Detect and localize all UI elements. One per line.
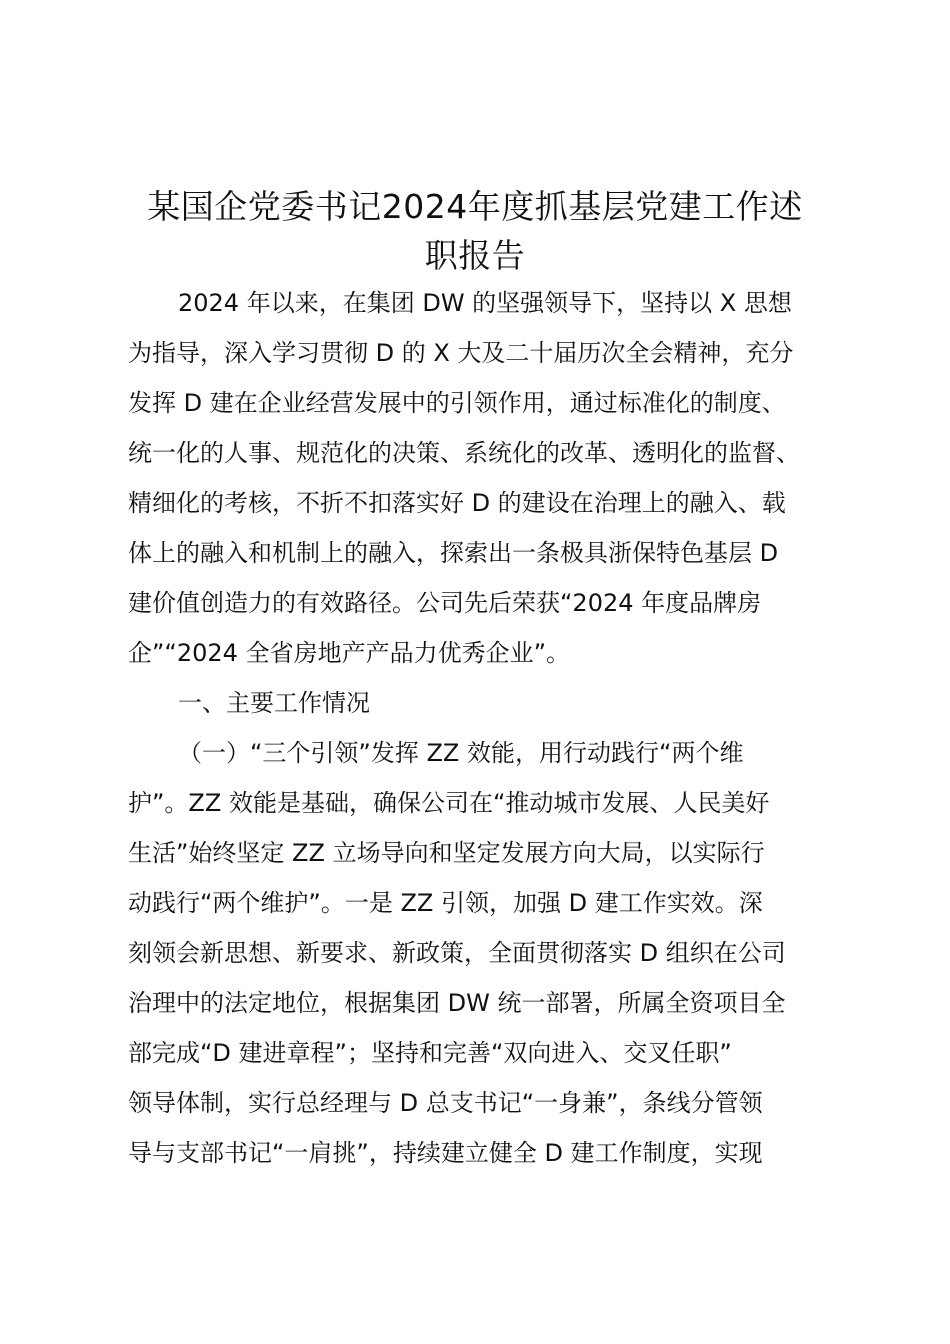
paragraph-line: 刻领会新思想、新要求、新政策，全面贯彻落实 D 组织在公司: [128, 939, 786, 967]
paragraph-line: 为指导，深入学习贯彻 D 的 X 大及二十届历次全会精神，充分: [128, 339, 794, 367]
paragraph-line: 生活”始终坚定 ZZ 立场导向和坚定发展方向大局，以实际行: [128, 839, 765, 867]
paragraph-line: 发挥 D 建在企业经营发展中的引领作用，通过标准化的制度、: [128, 389, 786, 417]
paragraph-line: 精细化的考核，不折不扣落实好 D 的建设在治理上的融入、载: [128, 489, 786, 517]
report-title-line-1: 某国企党委书记2024年度抓基层党建工作述: [147, 187, 803, 226]
paragraph-line: 部完成“D 建进章程”；坚持和完善“双向进入、交叉任职”: [128, 1039, 732, 1067]
paragraph-line: 护”。ZZ 效能是基础，确保公司在“推动城市发展、人民美好: [128, 789, 770, 817]
paragraph-line: 建价值创造力的有效路径。公司先后荣获“2024 年度品牌房: [128, 589, 762, 617]
paragraph-line: 2024 年以来，在集团 DW 的坚强领导下，坚持以 X 思想: [178, 289, 792, 317]
section-heading: 一、主要工作情况: [178, 689, 370, 717]
paragraph-line: 动践行“两个维护”。一是 ZZ 引领，加强 D 建工作实效。深: [128, 889, 763, 917]
report-title-line-2: 职报告: [424, 236, 526, 275]
paragraph-line: （一）“三个引领”发挥 ZZ 效能，用行动践行“两个维: [178, 739, 744, 767]
paragraph-line: 统一化的人事、规范化的决策、系统化的改革、透明化的监督、: [128, 439, 800, 467]
paragraph-line: 体上的融入和机制上的融入，探索出一条极具浙保特色基层 D: [128, 539, 779, 567]
paragraph-line: 导与支部书记“一肩挑”，持续建立健全 D 建工作制度，实现: [128, 1139, 763, 1167]
paragraph-line: 领导体制，实行总经理与 D 总支书记“一身兼”，条线分管领: [128, 1089, 763, 1117]
paragraph-line: 治理中的法定地位，根据集团 DW 统一部署，所属全资项目全: [128, 989, 786, 1017]
paragraph-line: 企”“2024 全省房地产产品力优秀企业”。: [128, 639, 571, 667]
